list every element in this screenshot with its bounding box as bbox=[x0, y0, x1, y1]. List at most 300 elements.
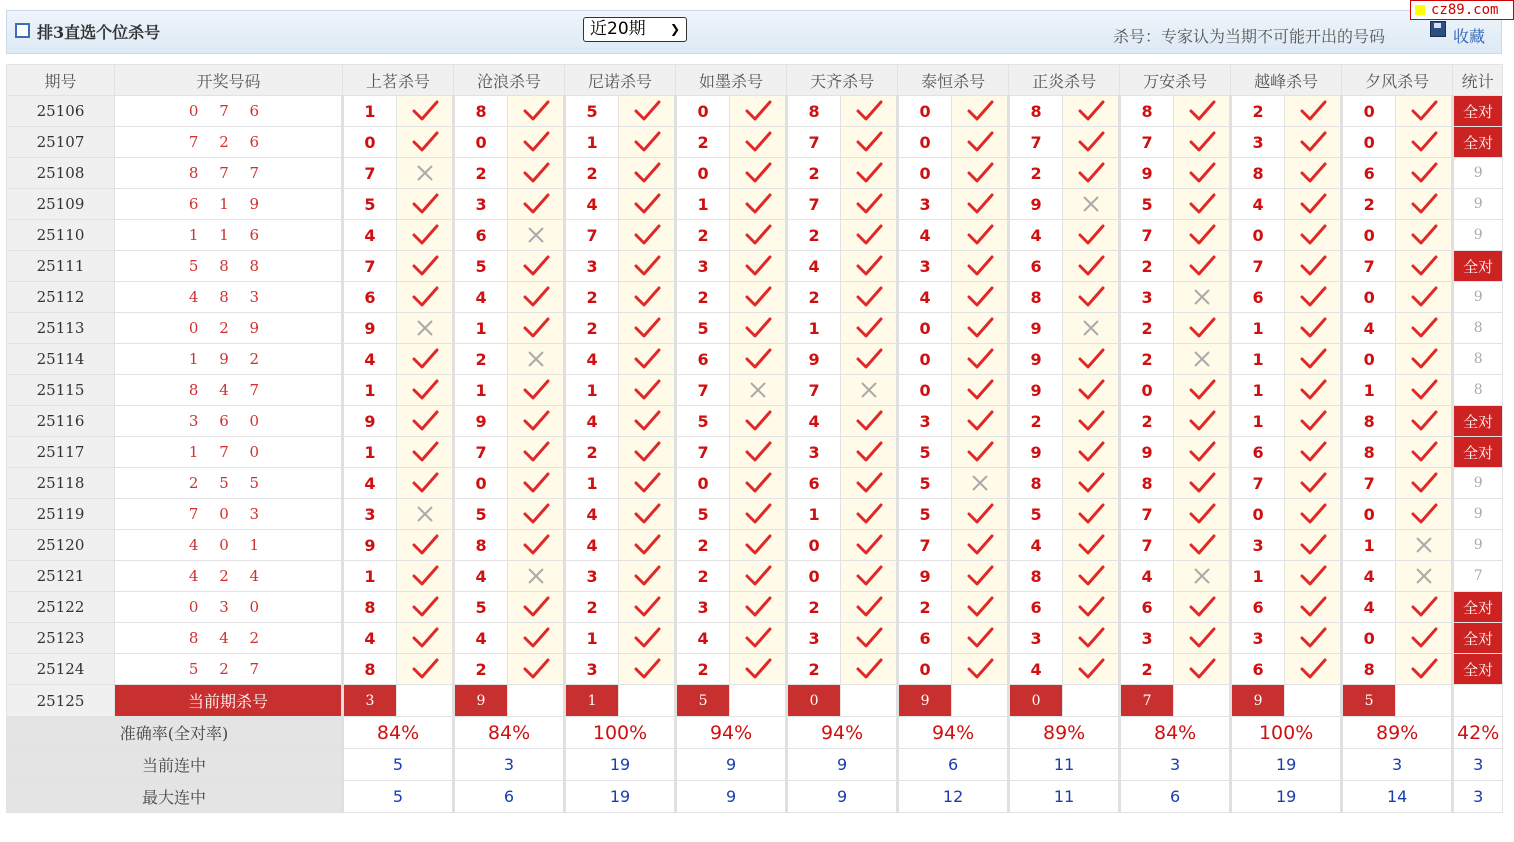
table-row bbox=[7, 127, 1503, 158]
result-mark-cell bbox=[1396, 313, 1453, 344]
stat-cell: 9 bbox=[1453, 189, 1503, 220]
check-icon bbox=[633, 441, 661, 463]
check-icon bbox=[744, 255, 772, 277]
check-icon bbox=[522, 596, 550, 618]
check-icon bbox=[1299, 534, 1327, 556]
table-row bbox=[7, 282, 1503, 313]
check-icon bbox=[1077, 286, 1105, 308]
result-mark-cell bbox=[1285, 189, 1342, 220]
table-row bbox=[7, 592, 1503, 623]
result-mark-cell bbox=[1396, 623, 1453, 654]
check-icon bbox=[522, 410, 550, 432]
result-mark-cell bbox=[1285, 251, 1342, 282]
result-mark-cell bbox=[1063, 344, 1120, 375]
empty-cell bbox=[952, 685, 1009, 717]
check-icon bbox=[633, 658, 661, 680]
kill-number-cell: 5 bbox=[343, 189, 397, 220]
summary-value: 9 bbox=[676, 781, 787, 813]
result-mark-cell bbox=[730, 530, 787, 561]
kill-number-cell: 5 bbox=[1009, 499, 1063, 530]
kill-number-cell: 2 bbox=[676, 654, 730, 685]
result-mark-cell bbox=[1285, 592, 1342, 623]
result-mark-cell bbox=[1396, 561, 1453, 592]
draw-number-cell: 4 8 3 bbox=[115, 282, 343, 313]
cross-icon bbox=[414, 162, 436, 184]
result-mark-cell bbox=[1174, 158, 1231, 189]
check-icon bbox=[1188, 224, 1216, 246]
kill-number-cell: 3 bbox=[1009, 623, 1063, 654]
kill-number-cell: 2 bbox=[676, 282, 730, 313]
stat-cell: 全对 bbox=[1453, 437, 1503, 468]
kill-number-cell: 2 bbox=[787, 592, 841, 623]
result-mark-cell bbox=[730, 437, 787, 468]
kill-number-cell: 5 bbox=[565, 96, 619, 127]
result-mark-cell bbox=[397, 468, 454, 499]
kill-number-cell: 2 bbox=[454, 344, 508, 375]
result-mark-cell bbox=[952, 375, 1009, 406]
result-mark-cell bbox=[1174, 499, 1231, 530]
result-mark-cell bbox=[841, 561, 898, 592]
kill-number-cell: 6 bbox=[676, 344, 730, 375]
check-icon bbox=[522, 255, 550, 277]
check-icon bbox=[966, 224, 994, 246]
cross-icon bbox=[1413, 534, 1435, 556]
kill-number-cell: 3 bbox=[676, 592, 730, 623]
result-mark-cell bbox=[730, 468, 787, 499]
kill-number-cell: 0 bbox=[454, 127, 508, 158]
result-mark-cell bbox=[730, 313, 787, 344]
check-icon bbox=[1299, 255, 1327, 277]
kill-number-cell: 9 bbox=[343, 313, 397, 344]
check-icon bbox=[966, 286, 994, 308]
cross-icon bbox=[414, 317, 436, 339]
period-cell: 25121 bbox=[7, 561, 115, 592]
check-icon bbox=[633, 100, 661, 122]
result-mark-cell bbox=[1396, 344, 1453, 375]
check-icon bbox=[744, 503, 772, 525]
kill-number-cell: 2 bbox=[676, 127, 730, 158]
summary-value: 6 bbox=[454, 781, 565, 813]
draw-number-cell: 4 2 4 bbox=[115, 561, 343, 592]
check-icon bbox=[411, 100, 439, 122]
check-icon bbox=[1077, 472, 1105, 494]
column-header: 越峰杀号 bbox=[1231, 65, 1342, 96]
kill-number-cell: 8 bbox=[787, 96, 841, 127]
period-cell: 25108 bbox=[7, 158, 115, 189]
check-icon bbox=[1077, 255, 1105, 277]
table-row bbox=[7, 158, 1503, 189]
check-icon bbox=[1188, 131, 1216, 153]
result-mark-cell bbox=[952, 127, 1009, 158]
result-mark-cell bbox=[952, 344, 1009, 375]
result-mark-cell bbox=[1285, 282, 1342, 313]
summary-value: 19 bbox=[565, 749, 676, 781]
kill-number-cell: 0 bbox=[898, 96, 952, 127]
result-mark-cell bbox=[397, 406, 454, 437]
period-cell: 25124 bbox=[7, 654, 115, 685]
cross-icon bbox=[414, 503, 436, 525]
kill-number-cell: 5 bbox=[454, 592, 508, 623]
check-icon bbox=[411, 379, 439, 401]
result-mark-cell bbox=[619, 344, 676, 375]
checkbox-icon[interactable] bbox=[15, 23, 30, 38]
result-mark-cell bbox=[1174, 251, 1231, 282]
result-mark-cell bbox=[1174, 313, 1231, 344]
summary-value: 89% bbox=[1009, 717, 1120, 749]
result-mark-cell bbox=[1285, 468, 1342, 499]
summary-row bbox=[7, 781, 1503, 813]
summary-value: 6 bbox=[898, 749, 1009, 781]
check-icon bbox=[1299, 596, 1327, 618]
stat-cell: 7 bbox=[1453, 561, 1503, 592]
result-mark-cell bbox=[1396, 158, 1453, 189]
column-header: 夕风杀号 bbox=[1342, 65, 1453, 96]
check-icon bbox=[966, 131, 994, 153]
kill-number-cell: 7 bbox=[787, 127, 841, 158]
check-icon bbox=[855, 596, 883, 618]
result-mark-cell bbox=[1285, 654, 1342, 685]
table-row bbox=[7, 468, 1503, 499]
summary-value: 19 bbox=[565, 781, 676, 813]
kill-number-cell: 7 bbox=[1342, 468, 1396, 499]
table-row bbox=[7, 561, 1503, 592]
kill-number-cell: 6 bbox=[343, 282, 397, 313]
result-mark-cell bbox=[397, 344, 454, 375]
result-mark-cell bbox=[730, 96, 787, 127]
result-mark-cell bbox=[397, 561, 454, 592]
summary-value: 94% bbox=[676, 717, 787, 749]
result-mark-cell bbox=[1174, 468, 1231, 499]
summary-row bbox=[7, 717, 1503, 749]
cross-icon bbox=[525, 224, 547, 246]
summary-value: 100% bbox=[1231, 717, 1342, 749]
kill-number-cell: 3 bbox=[898, 251, 952, 282]
check-icon bbox=[411, 596, 439, 618]
summary-value: 19 bbox=[1231, 749, 1342, 781]
kill-number-cell: 1 bbox=[565, 468, 619, 499]
kill-number-cell: 4 bbox=[1231, 189, 1285, 220]
draw-number-cell: 2 5 5 bbox=[115, 468, 343, 499]
check-icon bbox=[744, 627, 772, 649]
result-mark-cell bbox=[508, 499, 565, 530]
result-mark-cell bbox=[952, 96, 1009, 127]
result-mark-cell bbox=[1396, 654, 1453, 685]
kill-number-cell: 7 bbox=[1120, 530, 1174, 561]
column-header: 统计 bbox=[1453, 65, 1503, 96]
result-mark-cell bbox=[730, 592, 787, 623]
empty-cell bbox=[1453, 685, 1503, 717]
period-select[interactable] bbox=[583, 17, 687, 42]
result-mark-cell bbox=[1174, 96, 1231, 127]
result-mark-cell bbox=[730, 220, 787, 251]
kill-number-cell: 3 bbox=[898, 189, 952, 220]
period-cell: 25113 bbox=[7, 313, 115, 344]
check-icon bbox=[855, 658, 883, 680]
kill-number-cell: 1 bbox=[1231, 561, 1285, 592]
kill-number-cell: 2 bbox=[1120, 251, 1174, 282]
table-row bbox=[7, 406, 1503, 437]
kill-number-cell: 2 bbox=[454, 158, 508, 189]
check-icon bbox=[1188, 441, 1216, 463]
result-mark-cell bbox=[619, 623, 676, 654]
check-icon bbox=[855, 100, 883, 122]
column-header: 天齐杀号 bbox=[787, 65, 898, 96]
check-icon bbox=[1299, 348, 1327, 370]
summary-value: 84% bbox=[343, 717, 454, 749]
check-icon bbox=[522, 503, 550, 525]
summary-value: 6 bbox=[1120, 781, 1231, 813]
check-icon bbox=[411, 348, 439, 370]
kill-number-cell: 7 bbox=[898, 530, 952, 561]
check-icon bbox=[1188, 317, 1216, 339]
result-mark-cell bbox=[1063, 654, 1120, 685]
kill-number-cell: 4 bbox=[343, 344, 397, 375]
check-icon bbox=[1188, 472, 1216, 494]
check-icon bbox=[1077, 441, 1105, 463]
result-mark-cell bbox=[952, 623, 1009, 654]
result-mark-cell bbox=[1174, 406, 1231, 437]
result-mark-cell bbox=[1063, 220, 1120, 251]
check-icon bbox=[966, 379, 994, 401]
result-mark-cell bbox=[397, 437, 454, 468]
check-icon bbox=[1410, 286, 1438, 308]
cross-icon bbox=[1413, 565, 1435, 587]
draw-number-cell: 8 7 7 bbox=[115, 158, 343, 189]
kill-number-cell: 2 bbox=[565, 282, 619, 313]
summary-label: 当前连中 bbox=[7, 749, 343, 781]
favorite-link[interactable]: 收藏 bbox=[1453, 27, 1486, 46]
kill-number-cell: 8 bbox=[1009, 468, 1063, 499]
result-mark-cell bbox=[619, 654, 676, 685]
table-row bbox=[7, 530, 1503, 561]
check-icon bbox=[744, 596, 772, 618]
kill-number-cell: 2 bbox=[676, 561, 730, 592]
check-icon bbox=[1410, 317, 1438, 339]
result-mark-cell bbox=[619, 251, 676, 282]
result-mark-cell bbox=[619, 592, 676, 623]
check-icon bbox=[1410, 472, 1438, 494]
result-mark-cell bbox=[619, 282, 676, 313]
check-icon bbox=[744, 224, 772, 246]
draw-number-cell: 8 4 2 bbox=[115, 623, 343, 654]
table-row bbox=[7, 654, 1503, 685]
check-icon bbox=[966, 162, 994, 184]
save-icon[interactable] bbox=[1430, 21, 1446, 37]
check-icon bbox=[1299, 162, 1327, 184]
result-mark-cell bbox=[508, 96, 565, 127]
kill-number-cell: 2 bbox=[1120, 406, 1174, 437]
kill-number-cell: 1 bbox=[565, 375, 619, 406]
check-icon bbox=[411, 441, 439, 463]
kill-number-cell: 7 bbox=[1120, 127, 1174, 158]
check-icon bbox=[1077, 658, 1105, 680]
result-mark-cell bbox=[1063, 499, 1120, 530]
cross-icon bbox=[1191, 286, 1213, 308]
kill-number-cell: 7 bbox=[565, 220, 619, 251]
result-mark-cell bbox=[952, 282, 1009, 313]
check-icon bbox=[522, 534, 550, 556]
check-icon bbox=[522, 162, 550, 184]
kill-number-cell: 6 bbox=[1009, 592, 1063, 623]
column-header: 泰恒杀号 bbox=[898, 65, 1009, 96]
check-icon bbox=[522, 317, 550, 339]
result-mark-cell bbox=[1063, 530, 1120, 561]
check-icon bbox=[744, 131, 772, 153]
kill-number-cell: 1 bbox=[343, 437, 397, 468]
kill-number-cell: 8 bbox=[1120, 468, 1174, 499]
check-icon bbox=[633, 255, 661, 277]
check-icon bbox=[522, 379, 550, 401]
kill-number-cell: 0 bbox=[898, 158, 952, 189]
check-icon bbox=[966, 255, 994, 277]
current-period-row bbox=[7, 685, 1503, 717]
result-mark-cell bbox=[1285, 313, 1342, 344]
result-mark-cell bbox=[1285, 499, 1342, 530]
check-icon bbox=[1077, 410, 1105, 432]
check-icon bbox=[1299, 565, 1327, 587]
result-mark-cell bbox=[397, 375, 454, 406]
check-icon bbox=[1077, 565, 1105, 587]
check-icon bbox=[1077, 100, 1105, 122]
kill-number-cell: 4 bbox=[565, 406, 619, 437]
kill-number-cell: 4 bbox=[1342, 313, 1396, 344]
kill-number-cell: 8 bbox=[343, 654, 397, 685]
result-mark-cell bbox=[1285, 344, 1342, 375]
empty-cell bbox=[730, 685, 787, 717]
kill-number-cell: 6 bbox=[1342, 158, 1396, 189]
cross-icon bbox=[1080, 193, 1102, 215]
kill-number-cell: 0 bbox=[898, 375, 952, 406]
check-icon bbox=[1299, 441, 1327, 463]
check-icon bbox=[522, 472, 550, 494]
summary-stat: 3 bbox=[1453, 749, 1503, 781]
result-mark-cell bbox=[841, 375, 898, 406]
empty-cell bbox=[1063, 685, 1120, 717]
summary-value: 9 bbox=[787, 781, 898, 813]
column-header: 尼诺杀号 bbox=[565, 65, 676, 96]
kill-number-cell: 1 bbox=[565, 623, 619, 654]
result-mark-cell bbox=[1285, 158, 1342, 189]
kill-number-cell: 9 bbox=[1009, 344, 1063, 375]
result-mark-cell bbox=[508, 530, 565, 561]
kill-number-cell: 0 bbox=[676, 96, 730, 127]
kill-number-cell: 9 bbox=[454, 406, 508, 437]
site-logo[interactable] bbox=[1410, 0, 1514, 20]
result-mark-cell bbox=[508, 158, 565, 189]
kill-number-cell: 5 bbox=[454, 251, 508, 282]
current-kill-number: 5 bbox=[676, 685, 730, 717]
kill-number-cell: 6 bbox=[1231, 437, 1285, 468]
kill-number-cell: 2 bbox=[565, 592, 619, 623]
check-icon bbox=[1188, 503, 1216, 525]
kill-number-cell: 1 bbox=[1231, 313, 1285, 344]
kill-number-cell: 7 bbox=[1009, 127, 1063, 158]
current-kill-number: 0 bbox=[787, 685, 841, 717]
check-icon bbox=[1410, 348, 1438, 370]
kill-number-cell: 2 bbox=[454, 654, 508, 685]
kill-number-cell: 3 bbox=[343, 499, 397, 530]
check-icon bbox=[1410, 193, 1438, 215]
kill-number-cell: 0 bbox=[454, 468, 508, 499]
kill-number-cell: 2 bbox=[1231, 96, 1285, 127]
check-icon bbox=[744, 162, 772, 184]
result-mark-cell bbox=[952, 189, 1009, 220]
result-mark-cell bbox=[1063, 561, 1120, 592]
draw-number-cell: 5 8 8 bbox=[115, 251, 343, 282]
check-icon bbox=[1188, 100, 1216, 122]
period-cell: 25116 bbox=[7, 406, 115, 437]
check-icon bbox=[522, 658, 550, 680]
result-mark-cell bbox=[508, 406, 565, 437]
result-mark-cell bbox=[397, 189, 454, 220]
check-icon bbox=[744, 348, 772, 370]
kill-number-cell: 5 bbox=[1120, 189, 1174, 220]
kill-number-cell: 6 bbox=[787, 468, 841, 499]
draw-number-cell: 1 1 6 bbox=[115, 220, 343, 251]
kill-number-cell: 9 bbox=[1120, 437, 1174, 468]
check-icon bbox=[966, 596, 994, 618]
kill-number-cell: 0 bbox=[1120, 375, 1174, 406]
kill-number-cell: 0 bbox=[1342, 127, 1396, 158]
result-mark-cell bbox=[397, 220, 454, 251]
kill-number-cell: 2 bbox=[787, 220, 841, 251]
check-icon bbox=[1077, 348, 1105, 370]
result-mark-cell bbox=[1396, 406, 1453, 437]
kill-number-cell: 0 bbox=[343, 127, 397, 158]
kill-number-cell: 7 bbox=[787, 375, 841, 406]
kill-number-cell: 4 bbox=[343, 623, 397, 654]
kill-number-cell: 0 bbox=[676, 158, 730, 189]
result-mark-cell bbox=[1174, 437, 1231, 468]
check-icon bbox=[855, 472, 883, 494]
check-icon bbox=[1299, 100, 1327, 122]
check-icon bbox=[855, 534, 883, 556]
result-mark-cell bbox=[730, 375, 787, 406]
check-icon bbox=[633, 472, 661, 494]
period-cell: 25122 bbox=[7, 592, 115, 623]
empty-cell bbox=[1285, 685, 1342, 717]
result-mark-cell bbox=[841, 530, 898, 561]
period-cell: 25125 bbox=[7, 685, 115, 717]
kill-number-cell: 7 bbox=[343, 158, 397, 189]
check-icon bbox=[1299, 379, 1327, 401]
kill-number-cell: 7 bbox=[454, 437, 508, 468]
check-icon bbox=[1299, 286, 1327, 308]
kill-number-cell: 3 bbox=[1231, 530, 1285, 561]
summary-value: 9 bbox=[676, 749, 787, 781]
check-icon bbox=[1077, 224, 1105, 246]
stat-cell: 9 bbox=[1453, 282, 1503, 313]
check-icon bbox=[966, 193, 994, 215]
kill-number-cell: 5 bbox=[676, 313, 730, 344]
kill-number-cell: 8 bbox=[1342, 437, 1396, 468]
stat-cell: 9 bbox=[1453, 530, 1503, 561]
check-icon bbox=[411, 534, 439, 556]
result-mark-cell bbox=[730, 344, 787, 375]
summary-value: 84% bbox=[454, 717, 565, 749]
result-mark-cell bbox=[841, 623, 898, 654]
period-cell: 25107 bbox=[7, 127, 115, 158]
kill-number-cell: 2 bbox=[787, 158, 841, 189]
check-icon bbox=[633, 565, 661, 587]
kill-number-cell: 3 bbox=[898, 406, 952, 437]
kill-number-cell: 2 bbox=[1009, 406, 1063, 437]
result-mark-cell bbox=[1396, 468, 1453, 499]
check-icon bbox=[855, 348, 883, 370]
period-cell: 25111 bbox=[7, 251, 115, 282]
result-mark-cell bbox=[1174, 561, 1231, 592]
check-icon bbox=[633, 317, 661, 339]
